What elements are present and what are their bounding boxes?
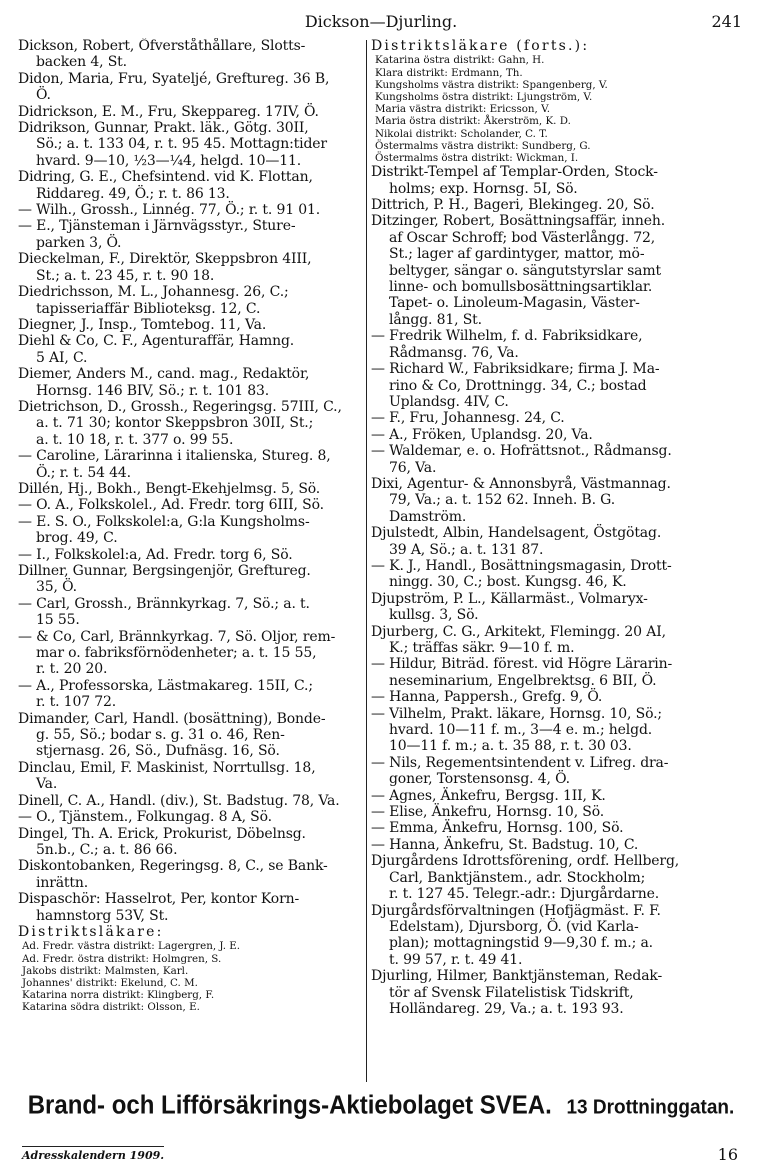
directory-line: 15 55. — [36, 612, 80, 629]
directory-line: St.; a. t. 23 45, r. t. 90 18. — [36, 267, 215, 284]
directory-line: — Hildur, Biträd. förest. vid Högre Lärarin- — [371, 656, 673, 673]
directory-line: Didrickson, E. M., Fru, Skeppareg. 17IV, Ö. — [18, 103, 319, 120]
directory-line: Tapet- o. Linoleum-Magasin, Väster- — [389, 295, 640, 312]
district-entry: Johannes' distrikt: Ekelund, C. M. — [22, 976, 198, 989]
directory-line: 76, Va. — [389, 459, 437, 476]
directory-line: — Wilh., Grossh., Linnég. 77, Ö.; r. t. 91 01. — [18, 202, 321, 219]
directory-line: — Vilhelm, Prakt. läkare, Hornsg. 10, Sö.; — [371, 705, 662, 722]
directory-line: ningg. 30, C.; bost. Kungsg. 46, K. — [389, 574, 627, 591]
district-entry: Kungsholms västra distrikt: Spangenberg, V. — [375, 78, 608, 91]
district-entry: Maria västra distrikt: Ericsson, V. — [375, 103, 551, 116]
directory-line: g. 55, Sö.; bodar s. g. 31 o. 46, Ren- — [36, 727, 285, 744]
directory-line: rino & Co, Drottningg. 34, C.; bostad — [389, 377, 647, 394]
district-entry: Maria östra distrikt: Åkerström, K. D. — [375, 115, 571, 128]
directory-line: K.; träffas säkr. 9—10 f. m. — [389, 640, 575, 657]
directory-line: a. t. 10 18, r. t. 377 o. 99 55. — [36, 431, 234, 448]
advertisement-address: 13 Drottninggatan. — [566, 1096, 735, 1119]
directory-line: — Richard W., Fabriksidkare; firma J. Ma- — [371, 361, 660, 378]
directory-line: Distrikt-Tempel af Templar-Orden, Stock- — [371, 164, 658, 181]
directory-line: Dieckelman, F., Direktör, Skeppsbron 4III, — [18, 251, 312, 268]
directory-line: — Hanna, Änkefru, St. Badstug. 10, C. — [371, 836, 639, 853]
directory-line: Didring, G. E., Chefsintend. vid K. Flottan, — [18, 169, 313, 186]
directory-line: Holländareg. 29, Va.; a. t. 193 93. — [389, 1000, 624, 1017]
advertisement-text: Brand- och Lifförsäkrings-Aktiebolaget SVEA. — [27, 1090, 552, 1121]
directory-line: — Agnes, Änkefru, Bergsg. 1II, K. — [371, 787, 606, 804]
directory-line: hvard. 10—11 f. m., 3—4 e. m.; helgd. — [389, 722, 653, 739]
directory-line: parken 3, Ö. — [36, 234, 122, 251]
directory-line: Djurgårdsförvaltningen (Hofjägmäst. F. F. — [371, 902, 661, 919]
directory-line: t. 99 57, r. t. 49 41. — [389, 951, 523, 968]
directory-columns — [18, 38, 744, 1090]
directory-line: hamnstorg 53V, St. — [36, 907, 169, 924]
directory-line: Damström. — [389, 508, 467, 525]
directory-line: — Carl, Grossh., Brännkyrkag. 7, Sö.; a. t. — [18, 595, 310, 612]
directory-line: Diedrichsson, M. L., Johannesg. 26, C.; — [18, 284, 289, 301]
directory-line: 10—11 f. m.; a. t. 35 88, r. t. 30 03. — [389, 738, 632, 755]
directory-line: mar o. fabriksförnödenheter; a. t. 15 55, — [36, 645, 317, 662]
directory-line: linne- och bomullsbosättningsartiklar. — [389, 279, 653, 296]
directory-line: Edelstam), Djursborg, Ö. (vid Karla- — [389, 918, 639, 935]
directory-line: Diegner, J., Insp., Tomtebog. 11, Va. — [18, 316, 267, 333]
directory-line: — F., Fru, Johannesg. 24, C. — [371, 410, 565, 427]
page-header — [20, 12, 742, 36]
directory-line: kullsg. 3, Sö. — [389, 607, 479, 624]
directory-line: r. t. 20 20. — [36, 661, 108, 678]
directory-line: Djurling, Hilmer, Banktjänsteman, Redak- — [371, 968, 663, 985]
directory-line: — A., Professorska, Lästmakareg. 15II, C.; — [18, 677, 313, 694]
directory-line: tör af Svensk Filatelistisk Tidskrift, — [389, 984, 634, 1001]
directory-line: Dinclau, Emil, F. Maskinist, Norrtullsg. 18, — [18, 759, 316, 776]
district-entry: Nikolai distrikt: Scholander, C. T. — [375, 127, 548, 140]
directory-line: Dillner, Gunnar, Bergsingenjör, Greftureg. — [18, 563, 311, 579]
directory-line: — I., Folkskolel:a, Ad. Fredr. torg 6, Sö. — [18, 546, 293, 563]
directory-line: Djupström, P. L., Källarmäst., Volmaryx- — [371, 590, 648, 607]
directory-line: hvard. 9—10, ½3—¼4, helgd. 10—11. — [36, 152, 302, 169]
directory-line: r. t. 107 72. — [36, 694, 117, 711]
directory-line: a. t. 71 30; kontor Skeppsbron 30II, St.; — [36, 415, 314, 432]
directory-line: — O., Tjänstem., Folkungag. 8 A, Sö. — [18, 809, 272, 826]
directory-line: neseminarium, Engelbrektsg. 6 BII, Ö. — [389, 672, 657, 689]
directory-line: 5 AI, C. — [36, 349, 88, 366]
district-entry: Ad. Fredr. östra distrikt: Holmgren, S. — [22, 952, 222, 965]
directory-line: af Oscar Schroff; bod Västerlångg. 72, — [389, 229, 656, 246]
directory-line: Djurgårdens Idrottsförening, ordf. Hellberg, — [371, 853, 680, 870]
directory-line: — Emma, Änkefru, Hornsg. 100, Sö. — [371, 820, 624, 837]
district-entry: Katarina södra distrikt: Olsson, E. — [22, 1001, 200, 1014]
directory-line: Didon, Maria, Fru, Syateljé, Greftureg. 36 B, — [18, 70, 330, 87]
directory-line: — E. S. O., Folkskolel:a, G:la Kungsholms- — [18, 513, 310, 530]
running-title: Dickson—Djurling. — [304, 12, 458, 31]
directory-line: 79, Va.; a. t. 152 62. Inneh. B. G. — [389, 492, 616, 509]
directory-line: Diskontobanken, Regeringsg. 8, C., se Bank- — [18, 858, 328, 875]
directory-line: — & Co, Carl, Brännkyrkag. 7, Sö. Oljor, rem- — [18, 628, 336, 645]
directory-line: Riddareg. 49, Ö.; r. t. 86 13. — [36, 185, 230, 202]
directory-line: — E., Tjänsteman i Järnvägsstyr., Sture- — [18, 218, 296, 235]
directory-line: St.; lager af gardintyger, mattor, mö- — [389, 246, 645, 263]
directory-line: 35, Ö. — [36, 579, 77, 596]
district-entry: Östermalms västra distrikt: Sundberg, G. — [375, 139, 591, 152]
directory-line: Va. — [36, 776, 58, 793]
column-divider — [366, 40, 367, 1082]
directory-line: Sö.; a. t. 133 04, r. t. 95 45. Mottagn:tider — [36, 136, 327, 153]
district-entry: Katarina östra distrikt: Gahn, H. — [375, 54, 545, 67]
directory-line: Dietrichson, D., Grossh., Regeringsg. 57III, C., — [18, 398, 342, 415]
directory-line: Dittrich, P. H., Bageri, Blekingeg. 20, Sö. — [371, 197, 655, 214]
directory-line: Dickson, Robert, Öfverståthållare, Slotts- — [18, 38, 306, 54]
directory-line: stjernasg. 26, Sö., Dufnäsg. 16, Sö. — [36, 743, 280, 760]
directory-line: backen 4, St. — [36, 54, 127, 71]
directory-line: Ditzinger, Robert, Bosättningsaffär, inneh. — [371, 213, 666, 230]
district-entry: Katarina norra distrikt: Klingberg, F. — [22, 989, 215, 1002]
right-column — [371, 38, 744, 1090]
directory-line: Dingel, Th. A. Erick, Prokurist, Döbelnsg. — [18, 825, 306, 842]
directory-line: Rådmansg. 76, Va. — [389, 344, 519, 361]
directory-line: — Hanna, Pappersh., Grefg. 9, Ö. — [371, 689, 603, 706]
directory-line: Uplandsg. 4IV, C. — [389, 393, 509, 410]
directory-line: — Nils, Regementsintendent v. Lifreg. dra- — [371, 754, 669, 771]
directory-line: brog. 49, C. — [36, 530, 118, 547]
directory-line: — K. J., Handl., Bosättningsmagasin, Drott- — [371, 557, 672, 574]
directory-line: — Fredrik Wilhelm, f. d. Fabriksidkare, — [371, 328, 643, 345]
directory-line: 39 A, Sö.; a. t. 131 87. — [389, 541, 544, 558]
directory-line: — Caroline, Lärarinna i italienska, Stureg. 8, — [18, 448, 331, 465]
directory-line: Didrikson, Gunnar, Prakt. läk., Götg. 30II, — [18, 120, 309, 137]
imprint: Adresskalendern 1909. — [22, 1146, 164, 1162]
directory-line: goner, Torstensonsg. 4, Ö. — [389, 771, 570, 788]
directory-line: — O. A., Folkskolel., Ad. Fredr. torg 6III, Sö. — [18, 497, 324, 514]
directory-line: r. t. 127 45. Telegr.-adr.: Djurgårdarne. — [389, 886, 660, 903]
page-number: 241 — [711, 12, 742, 31]
directory-line: Dinell, C. A., Handl. (div.), St. Badstug. 78, Va. — [18, 792, 340, 809]
district-entry: Jakobs distrikt: Malmsten, Karl. — [22, 964, 189, 977]
directory-line: långg. 81, St. — [389, 311, 482, 328]
directory-line: Hornsg. 146 BIV, Sö.; r. t. 101 83. — [36, 382, 270, 399]
directory-line: Diehl & Co, C. F., Agenturaffär, Hamng. — [18, 333, 295, 350]
directory-line: Distriktsläkare (forts.): — [371, 38, 590, 54]
directory-line: — Waldemar, e. o. Hofrättsnot., Rådmansg. — [371, 443, 672, 460]
directory-line: Ö. — [36, 87, 51, 104]
insurance-advertisement — [0, 1091, 762, 1121]
page-footer — [22, 1144, 738, 1164]
directory-line: Dispaschör: Hasselrot, Per, kontor Korn- — [18, 891, 300, 908]
directory-line: inrättn. — [36, 874, 89, 891]
directory-line: Djurberg, C. G., Arkitekt, Flemingg. 20 AI, — [371, 623, 666, 640]
directory-line: Distriktsläkare: — [18, 923, 164, 940]
district-entry: Kungsholms östra distrikt: Ljungström, V. — [375, 91, 593, 104]
directory-line: beltyger, sängar o. sängutstyrslar samt — [389, 262, 661, 279]
directory-line: tapisseriaffär Biblioteksg. 12, C. — [36, 300, 261, 317]
directory-line: Dimander, Carl, Handl. (bosättning), Bonde- — [18, 710, 326, 727]
directory-line: Ö.; r. t. 54 44. — [36, 464, 131, 481]
directory-line: — A., Fröken, Uplandsg. 20, Va. — [371, 426, 593, 443]
directory-line: — Elise, Änkefru, Hornsg. 10, Sö. — [371, 804, 605, 821]
directory-line: Dixi, Agentur- & Annonsbyrå, Västmannag. — [371, 475, 671, 492]
signature-mark: 16 — [717, 1145, 738, 1164]
directory-line: plan); mottagningstid 9—9,30 f. m.; a. — [389, 935, 653, 952]
district-entry: Ad. Fredr. västra distrikt: Lagergren, J. E. — [22, 940, 241, 953]
district-entry: Klara distrikt: Erdmann, Th. — [375, 66, 523, 79]
directory-line: holms; exp. Hornsg. 5I, Sö. — [389, 180, 578, 197]
district-entry: Östermalms östra distrikt: Wickman, I. — [375, 152, 579, 165]
directory-line: 5n.b., C.; a. t. 86 66. — [36, 841, 178, 858]
directory-line: Diemer, Anders M., cand. mag., Redaktör, — [18, 366, 310, 383]
directory-line: Dillén, Hj., Bokh., Bengt-Ekehjelmsg. 5, Sö. — [18, 480, 321, 497]
directory-line: Djulstedt, Albin, Handelsagent, Östgötag. — [371, 525, 662, 542]
directory-line: Carl, Banktjänstem., adr. Stockholm; — [389, 869, 646, 886]
left-column — [18, 38, 363, 1090]
